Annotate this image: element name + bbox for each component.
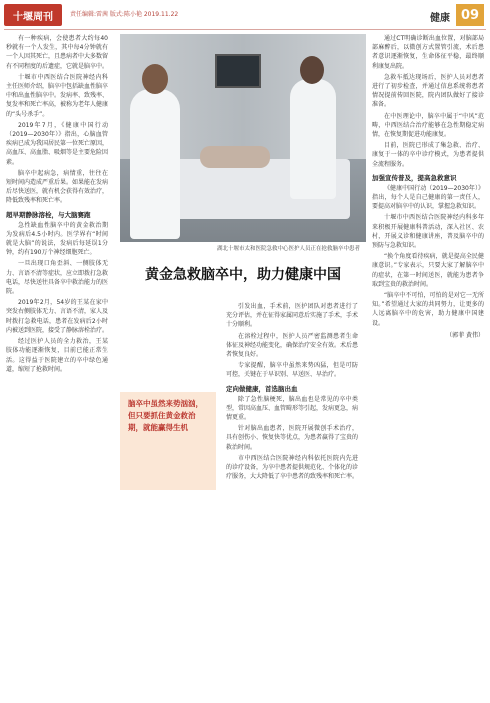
page-header [0, 0, 490, 30]
section-label: 健康 [430, 13, 450, 24]
paragraph: 市中西医结合医院神经内科依托医院内先进的诊疗设备，为卒中患者提供规范化、个体化的诊疗服务，大大降低了卒中患者的致残率和死亡率。 [226, 454, 358, 481]
paragraph: 引发出血，手术前，医护团队对患者进行了充分评估，并在征得家属同意后实施了手术，手术十分顺利。 [226, 303, 358, 329]
editor-credits: 责任编辑:雷茜 版式:陈小艳 2019.11.22 [70, 11, 179, 18]
byline: （郭菲 黄伟） [446, 331, 484, 339]
paragraph: “脑卒中不可怕，可怕的是对它一无所知。”希望通过大家的共同努力，让更多的人远离脑卒中的危害，助力健康中国建设。 [372, 292, 484, 327]
paragraph: 一旦出现口角歪斜、一侧肢体无力、言语不清等症状，应立即拨打急救电话，尽快送往具备卒中救治能力的医院。 [6, 260, 108, 296]
subheading: 加强宣传普及，提高急救意识 [372, 173, 457, 182]
header-divider [4, 29, 486, 30]
photo-doctor-right-head [300, 56, 324, 84]
paragraph: “换个角度看待疾病，就是提高全民健康意识。”专家表示，只要大家了解脑卒中的症状，在第一时间送医，就能为患者争取到宝贵的救治时间。 [372, 253, 484, 288]
paragraph: 2019年2月，54岁的王某在家中突发右侧肢体无力、言语不清，家人及时拨打急救电话，患者在发病后2小时内被送到医院，接受了静脉溶栓治疗。 [6, 299, 108, 334]
photo-doctor-right [290, 79, 336, 199]
paragraph: 脑卒中起病急，病情重，往往在短时间内造成严重后果。如果能在发病后尽快送医，就有机会获得有效治疗，降低致残率和死亡率。 [6, 169, 108, 205]
masthead-logo: 十堰周刊 [4, 4, 62, 26]
subheading: 超早期静脉溶栓，与大脑赛跑 [6, 210, 91, 219]
photo-doctor-left [130, 89, 180, 239]
right-column [372, 34, 484, 699]
page-number: 09 [456, 4, 484, 26]
paragraph: 2019年7月，《健康中国行动（2019—2030年）》指出，心脑血管疾病已成为我国居民第一位死亡原因，高血压、高血脂、吸烟等是主要危险因素。 [6, 121, 108, 166]
photo-doctor-left-head [142, 64, 168, 94]
paragraph: 十堰市中西医结合医院神经内科主任医师介绍，脑卒中包括缺血性脑卒中和出血性脑卒中。发病率、致残率、复发率和死亡率高，被称为老年人健康的“头号杀手”。 [6, 73, 108, 118]
paragraph: 经过医护人员的全力救治，王某肢体功能逐渐恢复，目前已能正常生活。这得益于医院建立的卒中绿色通道，缩短了抢救时间。 [6, 338, 108, 373]
photo-monitor [215, 54, 261, 88]
hospital-photo [120, 34, 366, 242]
pullquote-text: 脑卒中虽然来势汹汹，但只要抓住黄金救治期，就能赢得生机 [128, 399, 203, 432]
left-column [6, 34, 108, 699]
middle-column [226, 302, 358, 699]
paragraph: 除了急性脑梗死，脑出血也是常见的卒中类型，常因高血压、血管畸形等引起，发病更急，病情更重。 [226, 395, 358, 422]
paragraph: 急性缺血性脑卒中的黄金救治期为发病后4.5小时内。医学界有“时间就是大脑”的说法，发病后每延误1分钟，约有190万个神经细胞死亡。 [6, 221, 108, 257]
photo-caption: 湖北十堰市太和医院急救中心医护人员正在抢救脑卒中患者 [216, 246, 360, 252]
paragraph: 针对脑出血患者，医院开展微创手术治疗，具有创伤小、恢复快等优点，为患者赢得了宝贵的救治时间。 [226, 425, 358, 451]
photo-patient [200, 146, 270, 168]
paragraph: 在中医理论中，脑卒中属于“中风”范畴，中西医结合治疗能够在急性期稳定病情，在恢复期促进功能康复。 [372, 112, 484, 139]
paragraph: 《健康中国行动（2019—2030年）》指出，每个人是自己健康的第一责任人，要提高对脑卒中的认识，掌握急救知识。 [372, 184, 484, 211]
paragraph: 目前，医院已形成了集急救、治疗、康复于一体的卒中诊疗模式，为患者提供全流程服务。 [372, 142, 484, 168]
paragraph: 十堰市中西医结合医院神经内科多年来积极开展健康科普活动，深入社区、农村，开展义诊和健康讲座，普及脑卒中的预防与急救知识。 [372, 214, 484, 250]
paragraph: 通过CT明确诊断出血位置，对脑部局部麻醉后，以微创方式置管引流，术后患者意识逐渐恢复，生命体征平稳，最终顺利康复出院。 [372, 35, 484, 70]
paragraph: 专家提醒，脑卒中虽然来势凶猛，但是可防可控，关键在于早识别、早送医、早治疗。 [226, 362, 358, 379]
article-headline: 黄金急救脑卒中，助力健康中国 [145, 267, 341, 283]
paragraph: 在溶栓过程中，医护人员严密监测患者生命体征及神经功能变化，确保治疗安全有效。术后患者恢复良好。 [226, 332, 358, 359]
subheading: 定向做健康，首选脑出血 [226, 384, 298, 393]
paragraph: 有一种疾病，会使患者大约每40秒就有一个人发生，其中每4分钟就有一个人因其死亡，且患病者中大多数留有不同程度的后遗症，它就是脑卒中。 [6, 35, 108, 70]
paragraph: 急救车抵达现场后，医护人员对患者进行了初步检查，并通过信息系统将患者情况提前传回医院，院内团队做好了接诊准备。 [372, 73, 484, 109]
